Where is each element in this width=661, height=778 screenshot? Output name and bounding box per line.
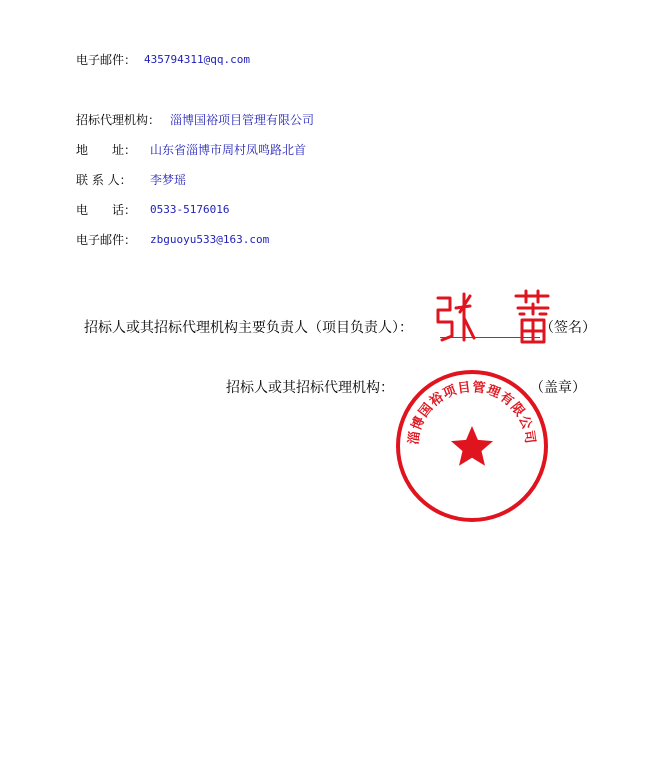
address-row (76, 142, 307, 158)
email-value-1[interactable]: 435794311@qq.com (144, 53, 250, 66)
principal-signature-label: 招标人或其招标代理机构主要负责人（项目负责人）： (84, 320, 413, 336)
phone-value: 0533-5176016 (150, 203, 230, 216)
phone-row (76, 202, 230, 218)
email-label-1: 电子邮件： (76, 53, 137, 67)
seal-suffix: （盖章） (530, 380, 586, 396)
contact-person-row (76, 172, 187, 188)
contact-person-value: 李梦瑶 (150, 173, 187, 187)
signature-suffix: （签名） (540, 320, 596, 336)
address-label: 地 址： (76, 143, 137, 157)
star-icon (451, 426, 493, 466)
phone-label: 电 话： (76, 203, 137, 217)
email-value-2[interactable]: zbguoyu533@163.com (150, 233, 270, 246)
agency-value: 淄博国裕项目管理有限公司 (170, 113, 315, 127)
address-value: 山东省淄博市周村凤鸣路北首 (150, 143, 307, 157)
handwritten-signature (430, 288, 570, 348)
agency-seal-label: 招标人或其招标代理机构： (226, 380, 394, 396)
agency-row (76, 112, 315, 128)
email-row-1 (76, 52, 250, 68)
stamp-text: 淄博国裕项目管理有限公司 (406, 380, 538, 446)
agency-label: 招标代理机构： (76, 113, 161, 127)
official-stamp (394, 368, 550, 524)
email-label-2: 电子邮件： (76, 233, 137, 247)
contact-person-label: 联 系 人： (76, 173, 132, 187)
email-row-2 (76, 232, 270, 248)
